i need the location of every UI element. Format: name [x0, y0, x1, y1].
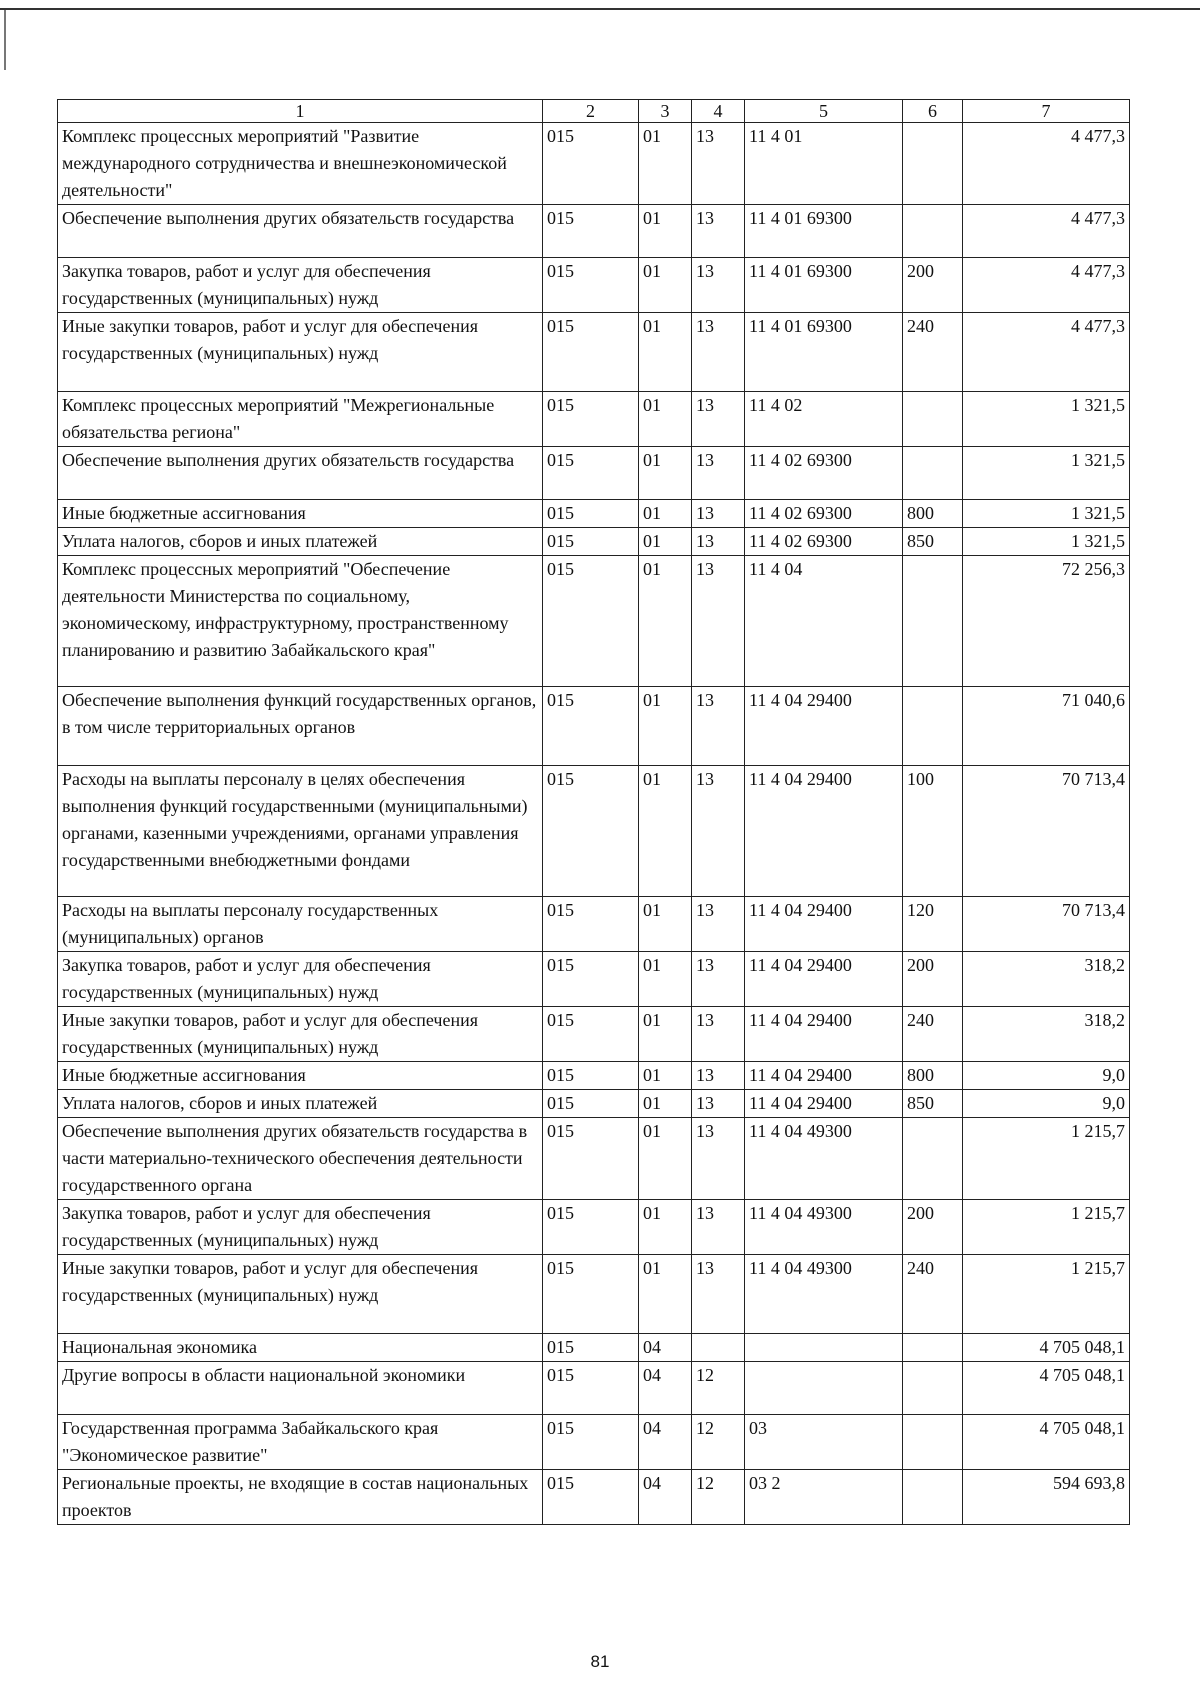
cell-amount: 4 705 048,1	[963, 1362, 1130, 1415]
table-row	[58, 392, 1130, 447]
cell-amount: 1 215,7	[963, 1200, 1130, 1255]
cell-subsection: 13	[692, 392, 745, 447]
cell-ministry-code: 015	[543, 258, 639, 313]
cell-name: Другие вопросы в области национальной экономики	[58, 1362, 543, 1415]
cell-section: 01	[639, 1090, 692, 1118]
cell-expense-type: 200	[903, 952, 963, 1007]
cell-subsection: 13	[692, 528, 745, 556]
table-row	[58, 766, 1130, 897]
cell-amount: 4 705 048,1	[963, 1415, 1130, 1470]
cell-section: 01	[639, 897, 692, 952]
cell-target-article: 11 4 04 29400	[745, 766, 903, 897]
cell-name: Иные закупки товаров, работ и услуг для обеспечения государственных (муниципальных) нужд	[58, 1007, 543, 1062]
cell-section: 01	[639, 766, 692, 897]
cell-expense-type	[903, 123, 963, 205]
cell-name: Региональные проекты, не входящие в состав национальных проектов	[58, 1470, 543, 1525]
cell-expense-type: 200	[903, 1200, 963, 1255]
cell-amount: 4 477,3	[963, 205, 1130, 258]
cell-expense-type	[903, 1470, 963, 1525]
cell-expense-type	[903, 1118, 963, 1200]
cell-amount: 594 693,8	[963, 1470, 1130, 1525]
cell-target-article: 11 4 04 49300	[745, 1255, 903, 1334]
cell-amount: 72 256,3	[963, 556, 1130, 687]
cell-expense-type	[903, 1415, 963, 1470]
cell-amount: 9,0	[963, 1090, 1130, 1118]
cell-ministry-code: 015	[543, 313, 639, 392]
cell-section: 01	[639, 1007, 692, 1062]
cell-section: 01	[639, 500, 692, 528]
cell-section: 01	[639, 1255, 692, 1334]
cell-subsection: 13	[692, 1255, 745, 1334]
cell-expense-type: 800	[903, 1062, 963, 1090]
table-row	[58, 897, 1130, 952]
cell-amount: 9,0	[963, 1062, 1130, 1090]
table-row	[58, 1362, 1130, 1415]
cell-ministry-code: 015	[543, 1118, 639, 1200]
cell-expense-type	[903, 205, 963, 258]
cell-subsection: 13	[692, 447, 745, 500]
cell-ministry-code: 015	[543, 1334, 639, 1362]
cell-name: Комплекс процессных мероприятий "Межрегиональные обязательства региона"	[58, 392, 543, 447]
cell-subsection: 12	[692, 1415, 745, 1470]
cell-section: 01	[639, 1062, 692, 1090]
cell-expense-type	[903, 687, 963, 766]
cell-target-article: 11 4 04 29400	[745, 1090, 903, 1118]
cell-ministry-code: 015	[543, 528, 639, 556]
cell-amount: 4 705 048,1	[963, 1334, 1130, 1362]
cell-section: 01	[639, 447, 692, 500]
cell-ministry-code: 015	[543, 123, 639, 205]
cell-target-article: 11 4 02 69300	[745, 500, 903, 528]
cell-section: 01	[639, 1118, 692, 1200]
column-header: 5	[745, 100, 903, 123]
cell-section: 04	[639, 1334, 692, 1362]
cell-subsection: 13	[692, 205, 745, 258]
cell-subsection: 13	[692, 500, 745, 528]
cell-target-article: 11 4 04	[745, 556, 903, 687]
cell-amount: 1 215,7	[963, 1118, 1130, 1200]
column-header: 4	[692, 100, 745, 123]
cell-amount: 318,2	[963, 1007, 1130, 1062]
cell-amount: 318,2	[963, 952, 1130, 1007]
cell-ministry-code: 015	[543, 952, 639, 1007]
cell-target-article: 11 4 04 49300	[745, 1200, 903, 1255]
cell-section: 04	[639, 1470, 692, 1525]
cell-amount: 1 321,5	[963, 528, 1130, 556]
cell-subsection: 12	[692, 1362, 745, 1415]
cell-section: 04	[639, 1362, 692, 1415]
cell-amount: 4 477,3	[963, 313, 1130, 392]
cell-target-article: 11 4 01 69300	[745, 258, 903, 313]
column-header: 6	[903, 100, 963, 123]
cell-ministry-code: 015	[543, 1200, 639, 1255]
cell-expense-type: 240	[903, 313, 963, 392]
cell-name: Государственная программа Забайкальского края "Экономическое развитие"	[58, 1415, 543, 1470]
table-row	[58, 1007, 1130, 1062]
cell-target-article: 11 4 01 69300	[745, 205, 903, 258]
cell-section: 01	[639, 313, 692, 392]
cell-target-article	[745, 1334, 903, 1362]
cell-name: Иные закупки товаров, работ и услуг для обеспечения государственных (муниципальных) нужд	[58, 1255, 543, 1334]
cell-subsection: 13	[692, 687, 745, 766]
cell-target-article: 11 4 04 29400	[745, 687, 903, 766]
cell-subsection: 13	[692, 123, 745, 205]
page-number: 81	[590, 1652, 610, 1671]
cell-name: Закупка товаров, работ и услуг для обеспечения государственных (муниципальных) нужд	[58, 952, 543, 1007]
cell-target-article: 03	[745, 1415, 903, 1470]
cell-ministry-code: 015	[543, 1255, 639, 1334]
cell-subsection: 13	[692, 1200, 745, 1255]
cell-subsection: 13	[692, 1007, 745, 1062]
cell-expense-type: 100	[903, 766, 963, 897]
cell-amount: 70 713,4	[963, 766, 1130, 897]
cell-name: Комплекс процессных мероприятий "Обеспечение деятельности Министерства по социальному, экономическому, инфраструктурному, пространственному планированию и развитию Забайкальского края"	[58, 556, 543, 687]
cell-subsection: 13	[692, 1062, 745, 1090]
cell-name: Уплата налогов, сборов и иных платежей	[58, 528, 543, 556]
table-row	[58, 1255, 1130, 1334]
cell-section: 04	[639, 1415, 692, 1470]
cell-name: Обеспечение выполнения других обязательств государства	[58, 447, 543, 500]
cell-expense-type: 850	[903, 1090, 963, 1118]
cell-section: 01	[639, 556, 692, 687]
cell-subsection: 13	[692, 766, 745, 897]
table-row	[58, 447, 1130, 500]
cell-ministry-code: 015	[543, 1007, 639, 1062]
cell-ministry-code: 015	[543, 1062, 639, 1090]
cell-name: Расходы на выплаты персоналу государственных (муниципальных) органов	[58, 897, 543, 952]
cell-section: 01	[639, 205, 692, 258]
cell-target-article: 11 4 02	[745, 392, 903, 447]
table-row	[58, 1090, 1130, 1118]
table-row	[58, 258, 1130, 313]
table-row	[58, 1470, 1130, 1525]
cell-subsection: 13	[692, 313, 745, 392]
cell-target-article: 11 4 02 69300	[745, 528, 903, 556]
cell-amount: 71 040,6	[963, 687, 1130, 766]
cell-name: Иные бюджетные ассигнования	[58, 500, 543, 528]
cell-amount: 4 477,3	[963, 123, 1130, 205]
cell-target-article: 11 4 02 69300	[745, 447, 903, 500]
cell-name: Обеспечение выполнения функций государственных органов, в том числе территориальных органов	[58, 687, 543, 766]
table-row	[58, 1415, 1130, 1470]
cell-subsection: 13	[692, 556, 745, 687]
cell-subsection: 13	[692, 258, 745, 313]
cell-amount: 1 215,7	[963, 1255, 1130, 1334]
cell-subsection: 13	[692, 1090, 745, 1118]
cell-expense-type	[903, 1334, 963, 1362]
cell-name: Иные закупки товаров, работ и услуг для обеспечения государственных (муниципальных) нужд	[58, 313, 543, 392]
cell-expense-type: 240	[903, 1007, 963, 1062]
cell-name: Расходы на выплаты персоналу в целях обеспечения выполнения функций государственными (муниципальными) органами, казенными учреждениями, органами управления государственными внебюджетными фондами	[58, 766, 543, 897]
cell-ministry-code: 015	[543, 1470, 639, 1525]
table-row	[58, 556, 1130, 687]
table-row	[58, 687, 1130, 766]
cell-target-article: 11 4 01 69300	[745, 313, 903, 392]
column-header: 1	[58, 100, 543, 123]
cell-ministry-code: 015	[543, 687, 639, 766]
cell-name: Закупка товаров, работ и услуг для обеспечения государственных (муниципальных) нужд	[58, 258, 543, 313]
cell-expense-type	[903, 556, 963, 687]
cell-ministry-code: 015	[543, 556, 639, 687]
table-row	[58, 123, 1130, 205]
cell-name: Национальная экономика	[58, 1334, 543, 1362]
cell-section: 01	[639, 1200, 692, 1255]
cell-ministry-code: 015	[543, 392, 639, 447]
table-row	[58, 952, 1130, 1007]
column-header: 7	[963, 100, 1130, 123]
table-row	[58, 1118, 1130, 1200]
cell-ministry-code: 015	[543, 1415, 639, 1470]
cell-ministry-code: 015	[543, 500, 639, 528]
column-header: 2	[543, 100, 639, 123]
cell-ministry-code: 015	[543, 447, 639, 500]
cell-expense-type: 850	[903, 528, 963, 556]
cell-target-article	[745, 1362, 903, 1415]
table-row	[58, 1200, 1130, 1255]
cell-target-article: 03 2	[745, 1470, 903, 1525]
cell-subsection: 12	[692, 1470, 745, 1525]
top-border-line	[0, 8, 1200, 10]
budget-table	[57, 99, 1130, 1525]
cell-name: Закупка товаров, работ и услуг для обеспечения государственных (муниципальных) нужд	[58, 1200, 543, 1255]
table-row	[58, 313, 1130, 392]
cell-section: 01	[639, 123, 692, 205]
cell-expense-type: 120	[903, 897, 963, 952]
cell-subsection: 13	[692, 952, 745, 1007]
cell-expense-type	[903, 392, 963, 447]
cell-target-article: 11 4 04 29400	[745, 952, 903, 1007]
cell-subsection	[692, 1334, 745, 1362]
table-row	[58, 528, 1130, 556]
cell-section: 01	[639, 528, 692, 556]
cell-expense-type	[903, 1362, 963, 1415]
cell-amount: 1 321,5	[963, 392, 1130, 447]
column-header: 3	[639, 100, 692, 123]
cell-section: 01	[639, 392, 692, 447]
cell-ministry-code: 015	[543, 897, 639, 952]
cell-ministry-code: 015	[543, 205, 639, 258]
table-header-row	[58, 100, 1130, 123]
cell-target-article: 11 4 04 29400	[745, 1007, 903, 1062]
cell-target-article: 11 4 04 29400	[745, 1062, 903, 1090]
cell-amount: 70 713,4	[963, 897, 1130, 952]
cell-name: Обеспечение выполнения других обязательств государства	[58, 205, 543, 258]
table-row	[58, 1334, 1130, 1362]
cell-amount: 1 321,5	[963, 500, 1130, 528]
cell-section: 01	[639, 952, 692, 1007]
cell-ministry-code: 015	[543, 766, 639, 897]
cell-name: Комплекс процессных мероприятий "Развитие международного сотрудничества и внешнеэкономической деятельности"	[58, 123, 543, 205]
table-row	[58, 205, 1130, 258]
cell-name: Иные бюджетные ассигнования	[58, 1062, 543, 1090]
cell-name: Уплата налогов, сборов и иных платежей	[58, 1090, 543, 1118]
cell-expense-type	[903, 447, 963, 500]
cell-section: 01	[639, 687, 692, 766]
cell-ministry-code: 015	[543, 1362, 639, 1415]
cell-amount: 1 321,5	[963, 447, 1130, 500]
cell-amount: 4 477,3	[963, 258, 1130, 313]
cell-target-article: 11 4 04 49300	[745, 1118, 903, 1200]
table-row	[58, 1062, 1130, 1090]
cell-target-article: 11 4 04 29400	[745, 897, 903, 952]
cell-subsection: 13	[692, 897, 745, 952]
cell-expense-type: 240	[903, 1255, 963, 1334]
cell-expense-type: 800	[903, 500, 963, 528]
cell-target-article: 11 4 01	[745, 123, 903, 205]
cell-name: Обеспечение выполнения других обязательств государства в части материально-технического обеспечения деятельности государственного органа	[58, 1118, 543, 1200]
cell-expense-type: 200	[903, 258, 963, 313]
cell-ministry-code: 015	[543, 1090, 639, 1118]
cell-section: 01	[639, 258, 692, 313]
left-scan-mark	[4, 10, 6, 70]
table-row	[58, 500, 1130, 528]
cell-subsection: 13	[692, 1118, 745, 1200]
